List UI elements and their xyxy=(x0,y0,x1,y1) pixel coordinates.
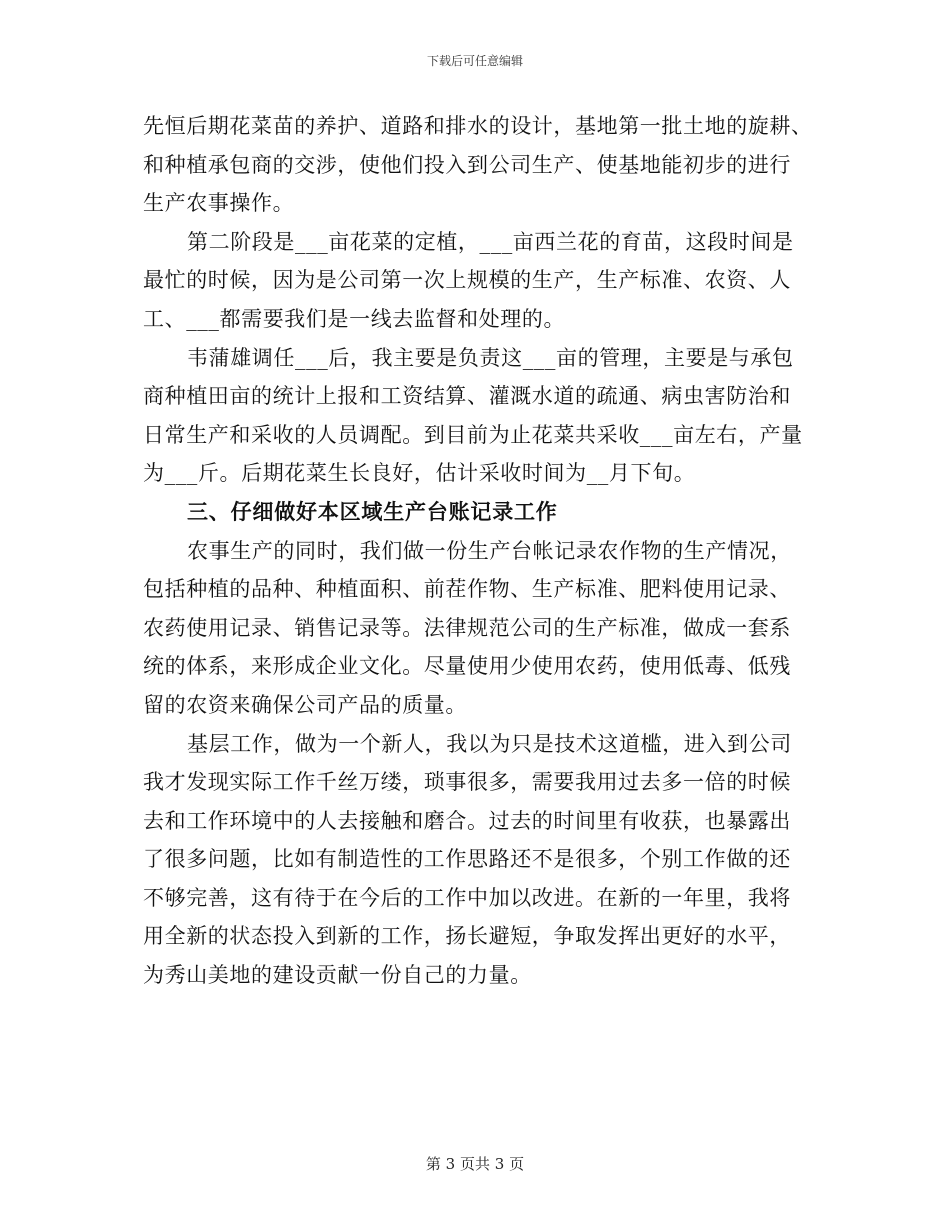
paragraph-line: 为秀山美地的建设贡献一份自己的力量。 xyxy=(143,963,532,988)
paragraph-line: 留的农资来确保公司产品的质量。 xyxy=(143,692,467,717)
paragraph-line: 我才发现实际工作千丝万缕，琐事很多，需要我用过去多一倍的时候 xyxy=(143,770,791,795)
paragraph-line: 基层工作，做为一个新人，我以为只是技术这道槛，进入到公司 xyxy=(187,731,792,756)
paragraph-line: 包括种植的品种、种植面积、前茬作物、生产标准、肥料使用记录、 xyxy=(143,577,791,602)
paragraph-line: 最忙的时候，因为是公司第一次上规模的生产，生产标准、农资、人 xyxy=(143,268,791,293)
paragraph-line: 工、___都需要我们是一线去监督和处理的。 xyxy=(143,306,566,331)
paragraph-line: 生产农事操作。 xyxy=(143,191,295,216)
section-heading: 三、仔细做好本区域生产台账记录工作 xyxy=(187,499,558,524)
paragraph-line: 和种植承包商的交涉，使他们投入到公司生产、使基地能初步的进行 xyxy=(143,152,791,177)
document-body xyxy=(143,107,823,995)
page-number: 第 3 页共 3 页 xyxy=(425,1155,525,1173)
paragraph-line: 用全新的状态投入到新的工作，扬长避短，争取发挥出更好的水平， xyxy=(143,924,791,949)
paragraph-line: 不够完善，这有待于在今后的工作中加以改进。在新的一年里，我将 xyxy=(143,885,791,910)
paragraph-line: 商种植田亩的统计上报和工资结算、灌溉水道的疏通、病虫害防治和 xyxy=(143,384,791,409)
paragraph-line: 第二阶段是___亩花菜的定植，___亩西兰花的育苗，这段时间是 xyxy=(187,229,794,254)
paragraph-line: 了很多问题，比如有制造性的工作思路还不是很多，个别工作做的还 xyxy=(143,847,791,872)
paragraph-line: 为___斤。后期花菜生长良好，估计采收时间为__月下旬。 xyxy=(143,461,696,486)
paragraph-line: 统的体系，来形成企业文化。尽量使用少使用农药，使用低毒、低残 xyxy=(143,654,791,679)
paragraph-line: 日常生产和采收的人员调配。到目前为止花菜共采收___亩左右，产量 xyxy=(143,422,803,447)
paragraph-line: 先恒后期花菜苗的养护、道路和排水的设计，基地第一批土地的旋耕、 xyxy=(143,114,813,138)
paragraph-line: 韦蒲雄调任___后，我主要是负责这___亩的管理，主要是与承包 xyxy=(187,345,794,370)
paragraph-line: 农事生产的同时，我们做一份生产台帐记录农作物的生产情况， xyxy=(187,538,792,563)
header-note: 下载后可任意编辑 xyxy=(426,54,523,68)
paragraph-line: 去和工作环境中的人去接触和磨合。过去的时间里有收获，也暴露出 xyxy=(143,808,791,833)
paragraph-line: 农药使用记录、销售记录等。法律规范公司的生产标准，做成一套系 xyxy=(143,615,791,640)
